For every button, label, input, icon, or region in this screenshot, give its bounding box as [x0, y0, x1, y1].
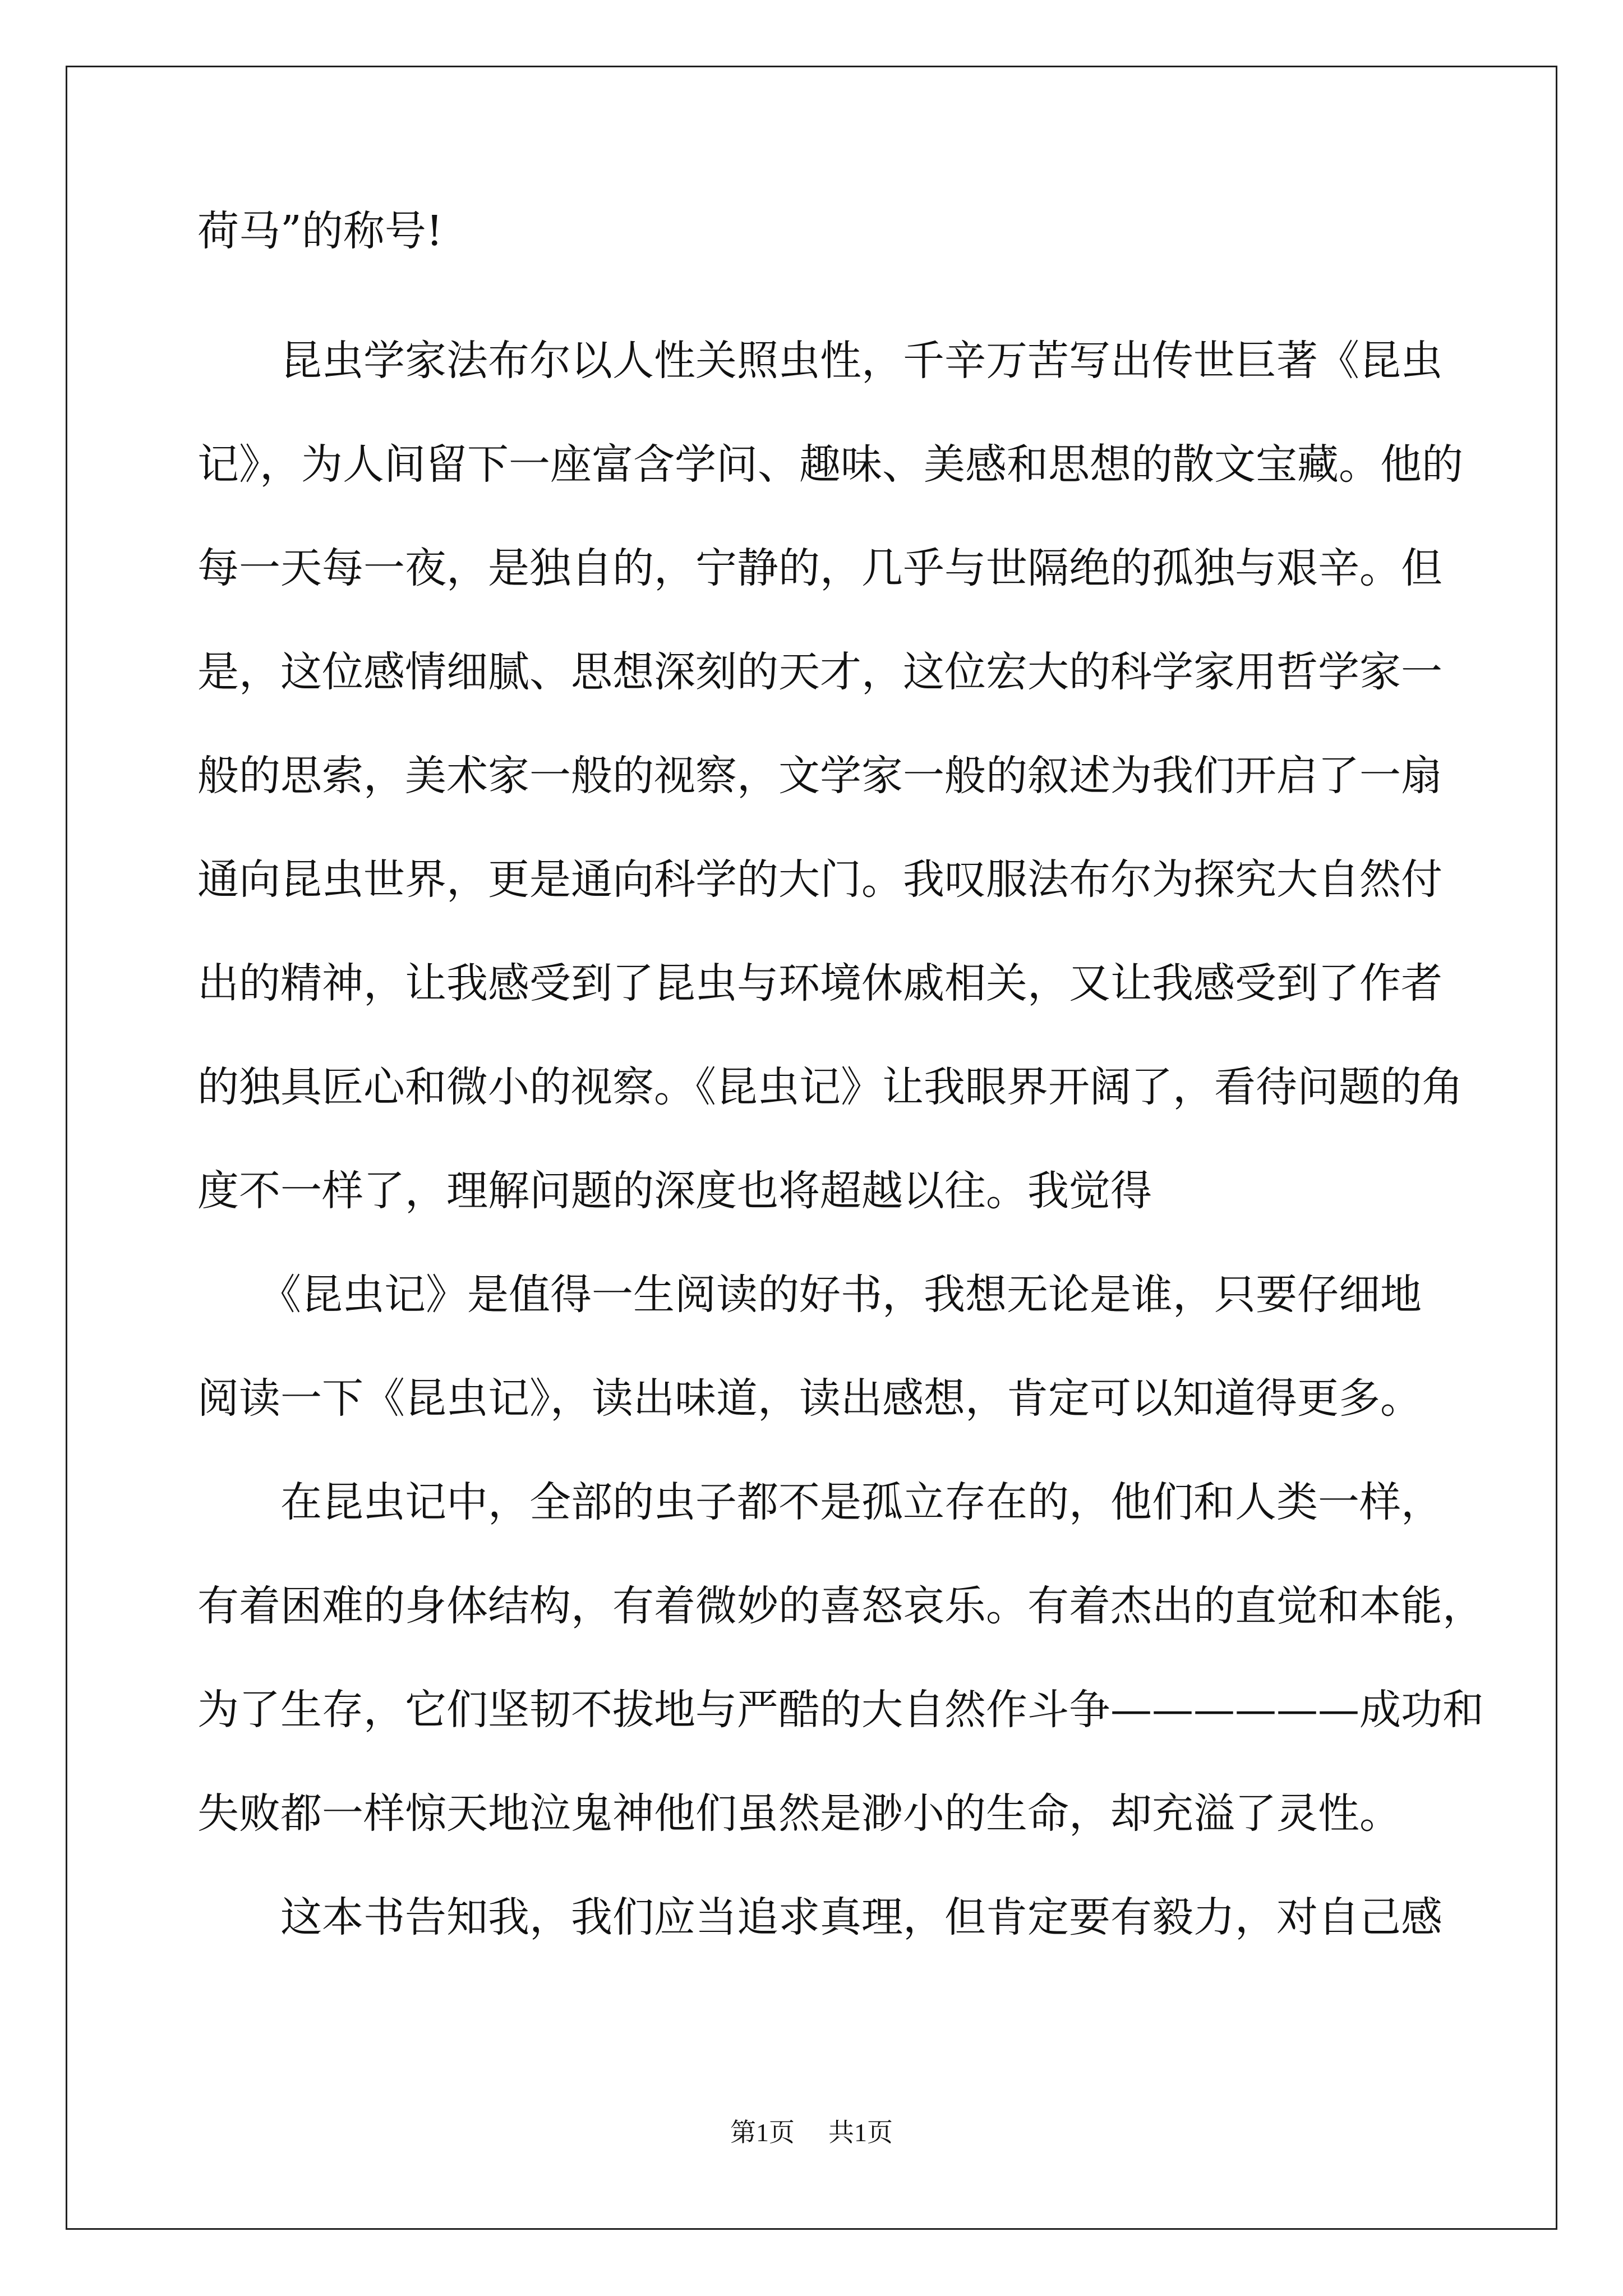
page-footer	[0, 2116, 1623, 2150]
text-line: 通向昆虫世界，更是通向科学的大门。我叹服法布尔为探究大自然付	[197, 855, 1442, 904]
text-line: 度不一样了，理解问题的深度也将超越以往。我觉得	[197, 1167, 1152, 1215]
text-line: 的独具匠心和微小的视察。《昆虫记》让我眼界开阔了，看待问题的角	[197, 1063, 1463, 1111]
text-line: 般的思索，美术家一般的视察，文学家一般的叙述为我们开启了一扇	[197, 752, 1442, 800]
text-line: 有着困难的身体结构，有着微妙的喜怒哀乐。有着杰出的直觉和本能，	[197, 1582, 1484, 1630]
text-line: 阅读一下《昆虫记》，读出味道，读出感想，肯定可以知道得更多。	[197, 1374, 1422, 1423]
text-line: 在昆虫记中，全部的虫子都不是孤立存在的，他们和人类一样，	[197, 1478, 1442, 1526]
text-line: 昆虫学家法布尔以人性关照虫性，千辛万苦写出传世巨著《昆虫	[197, 337, 1442, 385]
page-number: 第1页	[730, 2118, 795, 2147]
text-line: 荷马”的称号!	[197, 207, 443, 255]
text-line: 为了生存，它们坚韧不拔地与严酷的大自然作斗争——————成功和	[197, 1686, 1484, 1734]
text-line: 这本书告知我，我们应当追求真理，但肯定要有毅力，对自己感	[197, 1893, 1442, 1941]
text-line: 失败都一样惊天地泣鬼神他们虽然是渺小的生命，却充溢了灵性。	[197, 1789, 1401, 1838]
text-line: 《昆虫记》是值得一生阅读的好书，我想无论是谁，只要仔细地	[197, 1271, 1422, 1319]
text-line: 记》，为人间留下一座富含学问、趣味、美感和思想的散文宝藏。他的	[197, 440, 1463, 489]
text-line: 出的精神，让我感受到了昆虫与环境休戚相关，又让我感受到了作者	[197, 959, 1442, 1007]
text-line: 是，这位感情细腻、思想深刻的天才，这位宏大的科学家用哲学家一	[197, 648, 1442, 696]
page-total: 共1页	[828, 2118, 893, 2147]
text-line: 每一天每一夜，是独自的，宁静的，几乎与世隔绝的孤独与艰辛。但	[197, 544, 1442, 592]
